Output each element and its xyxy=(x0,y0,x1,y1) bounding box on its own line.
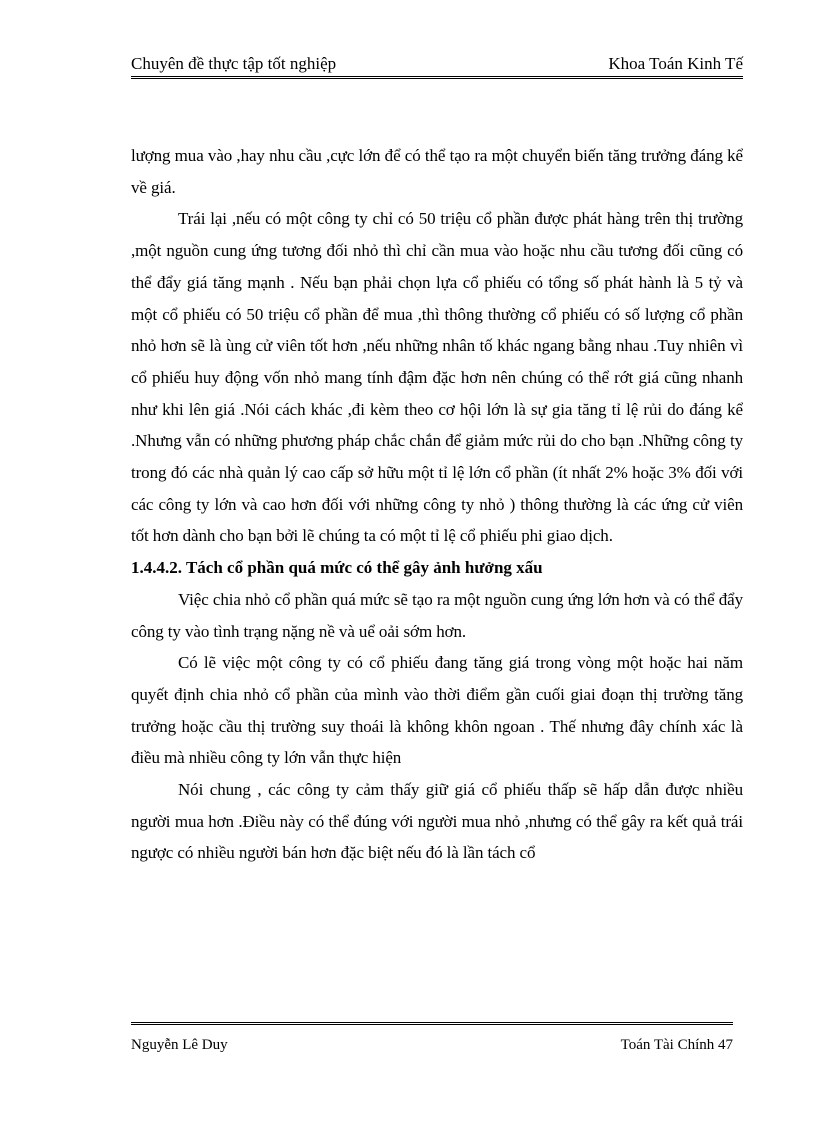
footer-page-info: Toán Tài Chính 47 xyxy=(620,1037,733,1053)
page-header xyxy=(131,52,743,76)
paragraph-2: Trái lại ,nếu có một công ty chỉ có 50 triệu cổ phần được phát hàng trên thị trường ,một nguồn cung ứng tương đối nhỏ thì chỉ cần mua vào hoặc nhu cầu tương đối cũng có thể đẩy giá tăng mạnh . Nếu bạn phải chọn lựa cổ phiếu có tổng số phát hành là 5 tỷ và một cổ phiếu có 50 triệu cổ phần để mua ,thì thông thường cổ phiếu có số lượng cổ phần nhỏ hơn sẽ là ùng cử viên tốt hơn ,nếu những nhân tố khác ngang bằng nhau .Tuy nhiên vì cổ phiếu huy động vốn nhỏ mang tính đậm đặc hơn nên chúng có thể rớt giá cũng nhanh như khi lên giá .Nói cách khác ,đi kèm theo cơ hội lớn là sự gia tăng tỉ lệ rủi do đáng kể .Nhưng vẫn có những phương pháp chắc chắn để giảm mức rủi do cho bạn .Những công ty trong đó các nhà quản lý cao cấp sở hữu một tỉ lệ lớn cổ phần (ít nhất 2% hoặc 3% đối với các công ty lớn và cao hơn đối với những công ty nhỏ ) thông thường là các ứng cử viên tốt hơn dành cho bạn bởi lẽ chúng ta có một tỉ lệ cổ phiếu phi giao dịch. xyxy=(131,209,743,546)
header-left-text: Chuyên đề thực tập tốt nghiệp xyxy=(131,54,337,73)
page-body xyxy=(131,140,743,869)
paragraph-4: Có lẽ việc một công ty có cổ phiếu đang tăng giá trong vòng một hoặc hai năm quyết định chia nhỏ cổ phần của mình vào thời điểm gần cuối giai đoạn thị trường tăng trưởng hoặc cầu thị trường suy thoái là không khôn ngoan . Thế nhưng đây chính xác là điều mà nhiều công ty lớn vẫn thực hiện xyxy=(131,653,743,768)
section-heading: 1.4.4.2. Tách cổ phần quá mức có thể gây ảnh hưởng xấu xyxy=(131,558,543,578)
footer-rule xyxy=(131,1022,733,1025)
paragraph-5: Nói chung , các công ty cảm thấy giữ giá cổ phiếu thấp sẽ hấp dẫn được nhiều người mua hơn .Điều này có thể đúng với người mua nhỏ ,nhưng có thể gây ra kết quả trái ngược có nhiều người bán hơn đặc biệt nếu đó là lần tách cổ xyxy=(131,780,743,863)
header-right-text: Khoa Toán Kinh Tế xyxy=(608,54,743,73)
footer-author: Nguyễn Lê Duy xyxy=(131,1037,228,1053)
header-rule xyxy=(131,76,743,79)
paragraph-1: lượng mua vào ,hay nhu cầu ,cực lớn để có thể tạo ra một chuyển biến tăng trưởng đáng kể về giá. xyxy=(131,146,743,197)
paragraph-3: Việc chia nhỏ cổ phần quá mức sẽ tạo ra một nguồn cung ứng lớn hơn và có thể đẩy công ty vào tình trạng nặng nề và uể oải sớm hơn. xyxy=(131,589,743,641)
